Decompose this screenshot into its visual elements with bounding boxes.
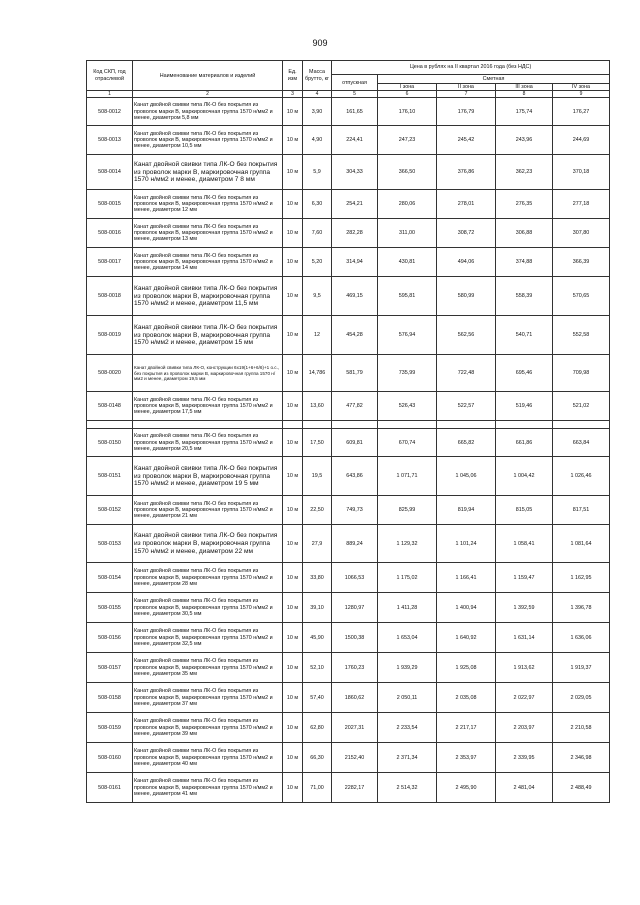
cell-zone-1-price: 280,06	[378, 190, 437, 219]
cell-zone-4-price: 570,65	[553, 277, 610, 316]
cell-name: Канат двойной свивки типа ЛК-О без покрытия из проволок марки В, маркировочная группа 1570 н/мм2 и менее, диаметром 39 мм	[133, 713, 283, 743]
table-row	[87, 355, 610, 392]
cell-code: 508-0148	[87, 392, 133, 421]
cell-zone-3-price: 1 058,41	[496, 525, 553, 563]
cell-name: Канат двойной свивки типа ЛК-О без покрытия из проволок марки В, маркировочная группа 1570 н/мм2 и менее, диаметром 41 мм	[133, 773, 283, 803]
cell-release-price: 224,41	[332, 126, 378, 155]
table-row	[87, 277, 610, 316]
column-numbers-row	[87, 91, 610, 98]
cell-unit: 10 м	[283, 219, 303, 248]
column-number: 1	[87, 91, 133, 98]
cell-code: 508-0014	[87, 155, 133, 190]
header-zone-4: IV зона	[553, 84, 610, 91]
cell-name	[133, 421, 283, 429]
cell-zone-3-price: 374,88	[496, 248, 553, 277]
cell-zone-3-price: 362,23	[496, 155, 553, 190]
cell-zone-2-price: 1 640,92	[437, 623, 496, 653]
cell-code: 508-0150	[87, 429, 133, 457]
cell-code: 508-0016	[87, 219, 133, 248]
cell-zone-4-price: 1 636,06	[553, 623, 610, 653]
cell-release-price: 643,86	[332, 457, 378, 496]
cell-zone-2-price: 1 925,08	[437, 653, 496, 683]
cell-release-price: 304,33	[332, 155, 378, 190]
cell-zone-1-price: 176,10	[378, 98, 437, 126]
cell-zone-4-price: 2 029,05	[553, 683, 610, 713]
table-row	[87, 392, 610, 421]
header-estimate: Сметная	[378, 75, 610, 84]
cell-zone-1-price: 576,94	[378, 316, 437, 355]
column-number: 7	[437, 91, 496, 98]
cell-name: Канат двойной свивки типа ЛК-О без покрытия из проволок марки В, маркировочная группа 1570 н/мм2 и менее, диаметром 13 мм	[133, 219, 283, 248]
table-row	[87, 457, 610, 496]
cell-mass: 33,80	[303, 563, 332, 593]
cell-zone-4-price: 1 162,95	[553, 563, 610, 593]
cell-zone-2-price: 580,99	[437, 277, 496, 316]
table-row	[87, 623, 610, 653]
table-row	[87, 743, 610, 773]
header-name: Наименование материалов и изделий	[133, 61, 283, 91]
cell-name: Канат двойной свивки типа ЛК-О без покрытия из проволок марки В, маркировочная группа 1570 н/мм2 и менее, диаметром 21 мм	[133, 496, 283, 525]
cell-zone-2-price: 245,42	[437, 126, 496, 155]
cell-zone-1-price: 825,99	[378, 496, 437, 525]
cell-code: 508-0012	[87, 98, 133, 126]
table-row	[87, 155, 610, 190]
cell-code: 508-0013	[87, 126, 133, 155]
cell-zone-2-price: 722,48	[437, 355, 496, 392]
cell-mass: 13,60	[303, 392, 332, 421]
table-row	[87, 219, 610, 248]
cell-release-price: 889,24	[332, 525, 378, 563]
cell-zone-4-price: 1 081,64	[553, 525, 610, 563]
cell-unit	[283, 421, 303, 429]
column-number: 8	[496, 91, 553, 98]
cell-release-price: 1500,38	[332, 623, 378, 653]
cell-release-price: 609,81	[332, 429, 378, 457]
cell-release-price: 161,65	[332, 98, 378, 126]
cell-name: Канат двойной свивки типа ЛК-О без покрытия из проволок марки В, маркировочная группа 1570 н/мм2 и менее, диаметром 17,5 мм	[133, 392, 283, 421]
cell-zone-1-price: 1 175,02	[378, 563, 437, 593]
cell-zone-2-price: 1 400,94	[437, 593, 496, 623]
cell-zone-2-price: 2 353,97	[437, 743, 496, 773]
cell-unit: 10 м	[283, 593, 303, 623]
header-zone-1: I зона	[378, 84, 437, 91]
column-number: 9	[553, 91, 610, 98]
cell-zone-4-price: 366,39	[553, 248, 610, 277]
cell-zone-4-price: 1 919,37	[553, 653, 610, 683]
cell-code: 508-0157	[87, 653, 133, 683]
cell-zone-3-price: 815,05	[496, 496, 553, 525]
table-row	[87, 98, 610, 126]
cell-unit: 10 м	[283, 277, 303, 316]
cell-zone-3-price: 1 159,47	[496, 563, 553, 593]
cell-zone-2-price: 494,06	[437, 248, 496, 277]
cell-zone-4-price: 817,51	[553, 496, 610, 525]
cell-mass: 52,10	[303, 653, 332, 683]
cell-release-price: 2152,40	[332, 743, 378, 773]
cell-zone-4-price: 709,98	[553, 355, 610, 392]
cell-zone-1-price: 670,74	[378, 429, 437, 457]
cell-unit: 10 м	[283, 126, 303, 155]
cell-zone-1-price: 526,43	[378, 392, 437, 421]
cell-unit: 10 м	[283, 525, 303, 563]
table-row	[87, 190, 610, 219]
cell-unit: 10 м	[283, 773, 303, 803]
cell-zone-2-price: 522,57	[437, 392, 496, 421]
cell-zone-3-price: 276,35	[496, 190, 553, 219]
cell-zone-3-price: 1 004,42	[496, 457, 553, 496]
cell-zone-4-price: 244,69	[553, 126, 610, 155]
cell-unit: 10 м	[283, 563, 303, 593]
column-number: 6	[378, 91, 437, 98]
cell-code: 508-0020	[87, 355, 133, 392]
table-body	[87, 98, 610, 803]
table-row	[87, 429, 610, 457]
header-mass: Масса брутто, кг	[303, 61, 332, 91]
cell-zone-2-price: 308,72	[437, 219, 496, 248]
cell-zone-4-price: 663,84	[553, 429, 610, 457]
cell-zone-1-price: 311,00	[378, 219, 437, 248]
header-price: Цена в рублях на II квартал 2016 года (без НДС)	[332, 61, 610, 75]
cell-mass: 12	[303, 316, 332, 355]
cell-name: Канат двойной свивки типа ЛК-О без покрытия из проволок марки В, маркировочная группа 1570 н/мм2 и менее, диаметром 30,5 мм	[133, 593, 283, 623]
cell-name: Канат двойной свивки типа ЛК-О без покрытия из проволок марки В, маркировочная группа 1570 н/мм2 и менее, диаметром 32,5 мм	[133, 623, 283, 653]
cell-release-price	[332, 421, 378, 429]
cell-code: 508-0160	[87, 743, 133, 773]
page-number: 909	[312, 38, 328, 48]
cell-unit: 10 м	[283, 190, 303, 219]
cell-zone-3-price: 540,71	[496, 316, 553, 355]
cell-zone-1-price: 430,81	[378, 248, 437, 277]
cell-zone-4-price: 307,80	[553, 219, 610, 248]
cell-code: 508-0158	[87, 683, 133, 713]
cell-zone-3-price: 2 339,95	[496, 743, 553, 773]
cell-mass: 62,80	[303, 713, 332, 743]
cell-code: 508-0154	[87, 563, 133, 593]
cell-zone-2-price: 1 166,41	[437, 563, 496, 593]
cell-zone-1-price: 366,50	[378, 155, 437, 190]
cell-unit: 10 м	[283, 683, 303, 713]
cell-mass: 57,40	[303, 683, 332, 713]
column-number: 2	[133, 91, 283, 98]
cell-zone-2-price	[437, 421, 496, 429]
cell-mass: 5,20	[303, 248, 332, 277]
cell-mass: 3,90	[303, 98, 332, 126]
cell-code: 508-0151	[87, 457, 133, 496]
cell-name: Канат двойной свивки типа ЛК-О без покрытия из проволок марки В, маркировочная группа 1570 н/мм2 и менее, диаметром 19 5 мм	[133, 457, 283, 496]
cell-code	[87, 421, 133, 429]
cell-zone-3-price: 1 631,14	[496, 623, 553, 653]
cell-name: Канат двойной свивки типа ЛК-О без покрытия из проволок марки В, маркировочная группа 1570 н/мм2 и менее, диаметром 40 мм	[133, 743, 283, 773]
header-unit: Ед. изм	[283, 61, 303, 91]
cell-code: 508-0019	[87, 316, 133, 355]
table-row	[87, 683, 610, 713]
cell-mass: 17,50	[303, 429, 332, 457]
cell-zone-3-price: 2 022,97	[496, 683, 553, 713]
table-row	[87, 653, 610, 683]
cell-zone-1-price: 2 371,34	[378, 743, 437, 773]
cell-zone-3-price	[496, 421, 553, 429]
cell-code: 508-0156	[87, 623, 133, 653]
cell-zone-4-price: 370,18	[553, 155, 610, 190]
cell-mass: 7,60	[303, 219, 332, 248]
cell-zone-1-price: 735,99	[378, 355, 437, 392]
cell-name: Канат двойной свивки типа ЛК-О без покрытия из проволок марки В, маркировочная группа 1570 н/мм2 и менее, диаметром 28 мм	[133, 563, 283, 593]
cell-zone-4-price: 521,02	[553, 392, 610, 421]
cell-zone-4-price: 277,18	[553, 190, 610, 219]
cell-name: Канат двойной свивки типа ЛК-О без покрытия из проволок марки В, маркировочная группа 1570 н/мм2 и менее, диаметром 15 мм	[133, 316, 283, 355]
cell-mass: 14,786	[303, 355, 332, 392]
cell-zone-2-price: 278,01	[437, 190, 496, 219]
cell-name: Канат двойной свивки типа ЛК-О без покрытия из проволок марки В, маркировочная группа 1570 н/мм2 и менее, диаметром 22 мм	[133, 525, 283, 563]
cell-zone-3-price: 243,96	[496, 126, 553, 155]
table-row	[87, 563, 610, 593]
table-row	[87, 316, 610, 355]
cell-release-price: 314,94	[332, 248, 378, 277]
cell-release-price: 1280,97	[332, 593, 378, 623]
cell-code: 508-0153	[87, 525, 133, 563]
table-row	[87, 126, 610, 155]
cell-code: 508-0018	[87, 277, 133, 316]
cell-zone-2-price: 376,86	[437, 155, 496, 190]
cell-mass: 71,00	[303, 773, 332, 803]
cell-code: 508-0015	[87, 190, 133, 219]
cell-name: Канат двойной свивки типа ЛК-О, конструкции 6х19(1+6+6/6)+1 о.с., без покрытия из проволок марки В, маркировочная группа 1570 н/мм2 и менее, диаметром 19,5 мм	[133, 355, 283, 392]
cell-mass: 66,30	[303, 743, 332, 773]
cell-zone-4-price: 552,58	[553, 316, 610, 355]
cell-mass: 27,9	[303, 525, 332, 563]
cell-release-price: 1760,23	[332, 653, 378, 683]
cell-zone-1-price: 1 411,28	[378, 593, 437, 623]
cell-mass: 22,50	[303, 496, 332, 525]
cell-mass: 4,90	[303, 126, 332, 155]
cell-release-price: 454,28	[332, 316, 378, 355]
cell-unit: 10 м	[283, 457, 303, 496]
header-code: Код СКП, год отраслевой	[87, 61, 133, 91]
cell-release-price: 2282,17	[332, 773, 378, 803]
cell-release-price: 2027,31	[332, 713, 378, 743]
table-row	[87, 496, 610, 525]
cell-release-price: 1860,62	[332, 683, 378, 713]
cell-unit: 10 м	[283, 98, 303, 126]
cell-zone-2-price: 176,79	[437, 98, 496, 126]
cell-zone-3-price: 175,74	[496, 98, 553, 126]
cell-code: 508-0155	[87, 593, 133, 623]
cell-zone-3-price: 695,46	[496, 355, 553, 392]
cell-unit: 10 м	[283, 496, 303, 525]
cell-unit: 10 м	[283, 743, 303, 773]
cell-zone-2-price: 1 101,24	[437, 525, 496, 563]
column-number: 5	[332, 91, 378, 98]
table-row	[87, 593, 610, 623]
table-row	[87, 421, 610, 429]
cell-name: Канат двойной свивки типа ЛК-О без покрытия из проволок марки В, маркировочная группа 1570 н/мм2 и менее, диаметром 7 8 мм	[133, 155, 283, 190]
cell-unit: 10 м	[283, 248, 303, 277]
cell-mass: 45,90	[303, 623, 332, 653]
cell-zone-2-price: 2 035,08	[437, 683, 496, 713]
cell-zone-1-price: 1 939,29	[378, 653, 437, 683]
cell-name: Канат двойной свивки типа ЛК-О без покрытия из проволок марки В, маркировочная группа 1570 н/мм2 и менее, диаметром 11,5 мм	[133, 277, 283, 316]
cell-zone-3-price: 2 481,04	[496, 773, 553, 803]
table-row	[87, 248, 610, 277]
cell-zone-1-price	[378, 421, 437, 429]
cell-zone-1-price: 1 653,04	[378, 623, 437, 653]
cell-zone-4-price: 2 210,58	[553, 713, 610, 743]
cell-code: 508-0017	[87, 248, 133, 277]
column-number: 4	[303, 91, 332, 98]
cell-zone-1-price: 595,81	[378, 277, 437, 316]
cell-mass: 39,10	[303, 593, 332, 623]
cell-unit: 10 м	[283, 392, 303, 421]
cell-unit: 10 м	[283, 429, 303, 457]
cell-name: Канат двойной свивки типа ЛК-О без покрытия из проволок марки В, маркировочная группа 1570 н/мм2 и менее, диаметром 37 мм	[133, 683, 283, 713]
cell-mass: 19,5	[303, 457, 332, 496]
cell-name: Канат двойной свивки типа ЛК-О без покрытия из проволок марки В, маркировочная группа 1570 н/мм2 и менее, диаметром 5,8 мм	[133, 98, 283, 126]
cell-unit: 10 м	[283, 316, 303, 355]
cell-code: 508-0161	[87, 773, 133, 803]
cell-release-price: 469,15	[332, 277, 378, 316]
cell-zone-2-price: 562,56	[437, 316, 496, 355]
cell-code: 508-0152	[87, 496, 133, 525]
cell-zone-1-price: 1 129,32	[378, 525, 437, 563]
cell-zone-3-price: 519,46	[496, 392, 553, 421]
cell-release-price: 477,82	[332, 392, 378, 421]
cell-zone-1-price: 2 050,11	[378, 683, 437, 713]
cell-zone-4-price: 1 026,46	[553, 457, 610, 496]
cell-zone-4-price: 176,27	[553, 98, 610, 126]
cell-unit: 10 м	[283, 355, 303, 392]
header-zone-2: II зона	[437, 84, 496, 91]
cell-release-price: 1066,53	[332, 563, 378, 593]
cell-unit: 10 м	[283, 623, 303, 653]
cell-unit: 10 м	[283, 653, 303, 683]
cell-zone-1-price: 247,23	[378, 126, 437, 155]
cell-name: Канат двойной свивки типа ЛК-О без покрытия из проволок марки В, маркировочная группа 1570 н/мм2 и менее, диаметром 10,5 мм	[133, 126, 283, 155]
cell-zone-2-price: 2 217,17	[437, 713, 496, 743]
cell-mass: 5,9	[303, 155, 332, 190]
cell-zone-2-price: 665,82	[437, 429, 496, 457]
table-row	[87, 773, 610, 803]
table-row	[87, 713, 610, 743]
cell-zone-3-price: 558,39	[496, 277, 553, 316]
cell-zone-4-price: 2 346,98	[553, 743, 610, 773]
cell-zone-1-price: 2 233,54	[378, 713, 437, 743]
cell-unit: 10 м	[283, 713, 303, 743]
price-table	[86, 60, 610, 803]
cell-zone-4-price: 1 396,78	[553, 593, 610, 623]
cell-zone-2-price: 2 495,90	[437, 773, 496, 803]
cell-zone-3-price: 661,86	[496, 429, 553, 457]
cell-mass: 9,5	[303, 277, 332, 316]
cell-zone-3-price: 1 392,59	[496, 593, 553, 623]
cell-name: Канат двойной свивки типа ЛК-О без покрытия из проволок марки В, маркировочная группа 1570 н/мм2 и менее, диаметром 35 мм	[133, 653, 283, 683]
cell-zone-4-price: 2 488,49	[553, 773, 610, 803]
cell-zone-3-price: 2 203,97	[496, 713, 553, 743]
table-header	[87, 61, 610, 98]
cell-zone-2-price: 819,94	[437, 496, 496, 525]
cell-release-price: 581,79	[332, 355, 378, 392]
cell-release-price: 282,28	[332, 219, 378, 248]
header-zone-3: III зона	[496, 84, 553, 91]
cell-zone-1-price: 2 514,32	[378, 773, 437, 803]
cell-name: Канат двойной свивки типа ЛК-О без покрытия из проволок марки В, маркировочная группа 1570 н/мм2 и менее, диаметром 20,5 мм	[133, 429, 283, 457]
cell-name: Канат двойной свивки типа ЛК-О без покрытия из проволок марки В, маркировочная группа 1570 н/мм2 и менее, диаметром 14 мм	[133, 248, 283, 277]
table-row	[87, 525, 610, 563]
cell-zone-4-price	[553, 421, 610, 429]
column-number: 3	[283, 91, 303, 98]
cell-code: 508-0159	[87, 713, 133, 743]
cell-mass: 6,30	[303, 190, 332, 219]
cell-mass	[303, 421, 332, 429]
cell-zone-2-price: 1 045,06	[437, 457, 496, 496]
header-release: отпускная	[332, 75, 378, 91]
cell-release-price: 254,21	[332, 190, 378, 219]
cell-zone-3-price: 1 913,62	[496, 653, 553, 683]
cell-zone-1-price: 1 071,71	[378, 457, 437, 496]
cell-unit: 10 м	[283, 155, 303, 190]
cell-name: Канат двойной свивки типа ЛК-О без покрытия из проволок марки В, маркировочная группа 1570 н/мм2 и менее, диаметром 12 мм	[133, 190, 283, 219]
cell-zone-3-price: 306,88	[496, 219, 553, 248]
cell-release-price: 749,73	[332, 496, 378, 525]
